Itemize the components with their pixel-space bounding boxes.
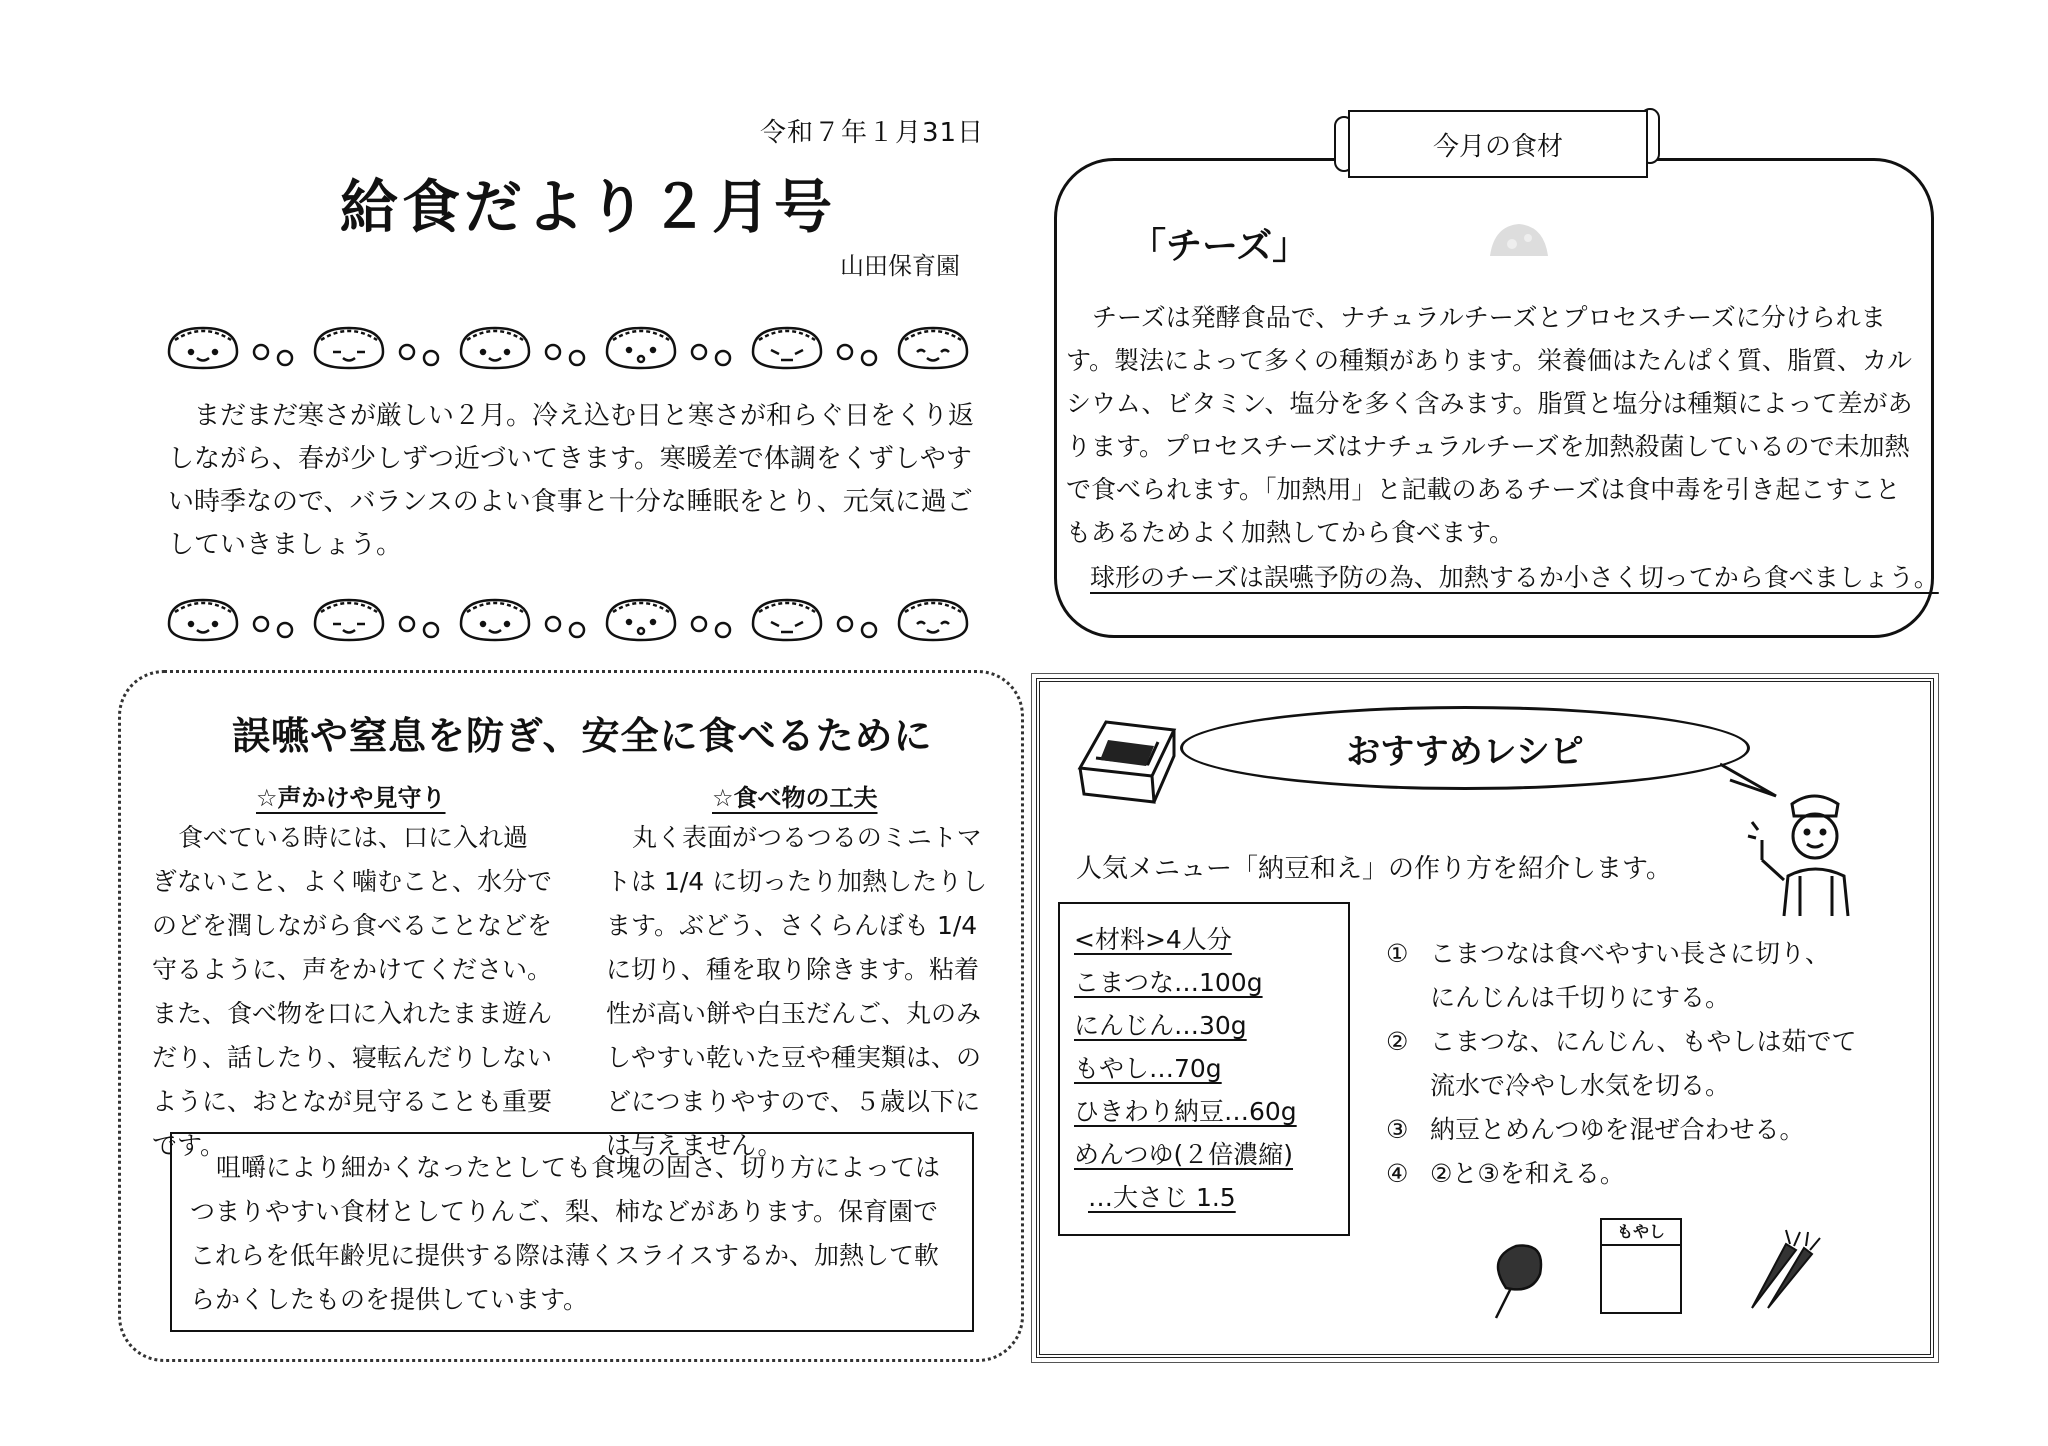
issue-date: 令和７年１月31日 [760, 118, 985, 148]
safety-column-food: 丸く表面がつるつるのミニトマトは 1/4 に切ったり加熱したりします。ぶどう、さくらんぼも 1/4 に切り、種を取り除きます。粘着性が高い餅や白玉だんご、丸のみしやすい乾いた豆や種実類は、のどにつまりやすので、５歳以下には与えません。 [606, 823, 988, 1160]
ingredient-safety-note: 球形のチーズは誤嚥予防の為、加熱するか小さく切ってから食べましょう。 [1090, 563, 1939, 592]
ingredient-line: …大さじ 1.5 [1088, 1183, 1236, 1212]
recipe-intro: 人気メニュー「納豆和え」の作り方を紹介します。 [1076, 854, 1672, 884]
natto-pack-icon [1070, 712, 1180, 810]
ingredient-line: こまつな…100g [1074, 968, 1263, 997]
school-name: 山田保育園 [840, 252, 960, 280]
ingredient-line: めんつゆ(２倍濃縮) [1074, 1140, 1294, 1169]
recipe-step: ② こまつな、にんじん、もやしは茹でて 流水で冷やし水気を切る。 [1386, 1027, 1857, 1100]
carrot-icon [1746, 1224, 1826, 1312]
recipe-steps [1386, 932, 1906, 1196]
ingredient-description: チーズは発酵食品で、ナチュラルチーズとプロセスチーズに分けられます。製法によって多くの種類があります。栄養価はたんぱく質、脂質、カルシウム、ビタミン、塩分を多く含みます。脂質と塩分は種類によって差があります。プロセスチーズはナチュラルチーズを加熱殺菌しているので未加熱で食べられます。「加熱用」と記載のあるチーズは食中毒を引き起こすこともあるためよく加熱してから食べます。 [1066, 303, 1913, 547]
intro-paragraph: まだまだ寒さが厳しい２月。冷え込む日と寒さが和らぐ日をくり返しながら、春が少しずつ近づいてきます。寒暖差で体調をくずしやすい時季なので、バランスのよい食事と十分な睡眠をとり、元気に過ごしていきましょう。 [168, 401, 975, 560]
moyashi-label: もやし [1602, 1220, 1680, 1246]
recipe-title-bubble: おすすめレシピ [1180, 706, 1750, 790]
chewing-note-box: 咀嚼により細かくなったとしても食塊の固さ、切り方によってはつまりやすい食材としてりんご、梨、柿などがあります。保育園でこれらを低年齢児に提供する際は薄くスライスするか、加熱して軟らかくしたものを提供しています。 [170, 1132, 974, 1332]
ingredient-line: ひきわり納豆…60g [1074, 1097, 1297, 1126]
ingredient-line: にんじん…30g [1074, 1011, 1247, 1040]
ingredient-heading: 「チーズ」 [1130, 226, 1309, 267]
ingredient-of-month-label: 今月の食材 [1348, 110, 1648, 178]
ingredient-line: もやし…70g [1074, 1054, 1222, 1083]
ingredients-list [1058, 902, 1350, 1236]
recipe-step: ① こまつなは食べやすい長さに切り、 にんじんは千切りにする。 [1386, 939, 1831, 1012]
safety-subheading-food: ☆食べ物の工夫 [712, 784, 878, 812]
chef-illustration [1744, 780, 1876, 920]
safety-title: 誤嚥や窒息を防ぎ、安全に食べるために [232, 714, 933, 758]
safety-column-watch: 食べている時には、口に入れ過ぎないこと、よく噛むこと、水分でのどを潤しながら食べることなどを守るように、声をかけてください。また、食べ物を口に入れたまま遊んだり、話したり、寝転んだりしないように、おとなが見守ることも重要です。 [152, 823, 553, 1160]
decorative-border-bottom [165, 590, 985, 650]
recipe-step: ③ 納豆とめんつゆを混ぜ合わせる。 [1386, 1115, 1805, 1144]
moyashi-bag-icon [1600, 1218, 1682, 1314]
ingredient-line: <材料>4人分 [1074, 925, 1232, 954]
komatsuna-icon [1476, 1238, 1556, 1324]
cheese-icon [1484, 216, 1554, 270]
safety-subheading-watch: ☆声かけや見守り [256, 784, 446, 812]
newsletter-title: 給食だより２月号 [340, 173, 837, 241]
decorative-border-top [165, 318, 985, 378]
recipe-step: ④ ②と③を和える。 [1386, 1159, 1625, 1188]
